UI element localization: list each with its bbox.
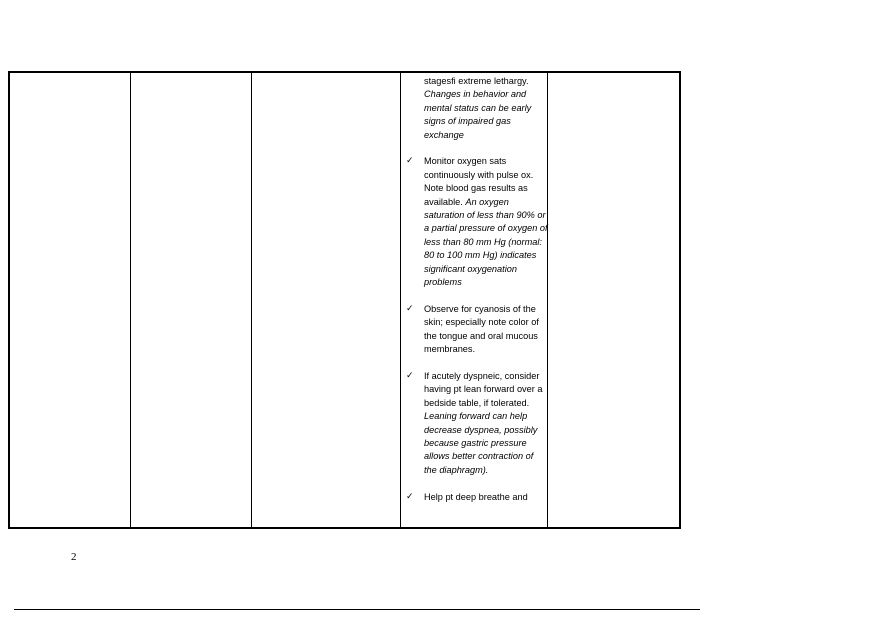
continued-plain-text: stagesfi extreme lethargy.: [424, 76, 529, 86]
intervention-text: Observe for cyanosis of the skin; especially note color of the tongue and oral mucous membranes.: [424, 303, 539, 355]
column-divider: [400, 73, 401, 527]
list-item: [406, 491, 548, 504]
column-divider: [251, 73, 252, 527]
care-plan-table: [8, 71, 681, 529]
list-item: [406, 370, 548, 477]
intervention-text: Monitor oxygen sats continuously with pulse ox. Note blood gas results as available.: [424, 156, 534, 207]
checkmark-icon: ✓: [406, 370, 414, 381]
list-item: [406, 303, 548, 357]
column-divider: [130, 73, 131, 527]
interventions-cell: [406, 75, 548, 504]
checkmark-icon: ✓: [406, 303, 414, 314]
intervention-text: If acutely dyspneic, consider having pt lean forward over a bedside table, if tolerated.: [424, 370, 543, 408]
continued-text: [406, 75, 548, 142]
intervention-text: Help pt deep breathe and: [424, 491, 528, 502]
rationale-text: Leaning forward can help decrease dyspnea, possibly because gastric pressure allows better contraction of the diaphragm).: [424, 411, 538, 475]
checkmark-icon: ✓: [406, 156, 414, 167]
page-number: 2: [71, 551, 77, 563]
continued-rationale-text: Changes in behavior and mental status can be early signs of impaired gas exchange: [424, 89, 532, 140]
rationale-text: An oxygen saturation of less than 90% or a partial pressure of oxygen of less than 80 mm Hg (normal: 80 to 100 mm Hg) indicates significant oxygenation problems: [424, 196, 548, 288]
list-item: [406, 155, 548, 289]
checkmark-icon: ✓: [406, 491, 414, 502]
footer-divider: [14, 609, 700, 610]
